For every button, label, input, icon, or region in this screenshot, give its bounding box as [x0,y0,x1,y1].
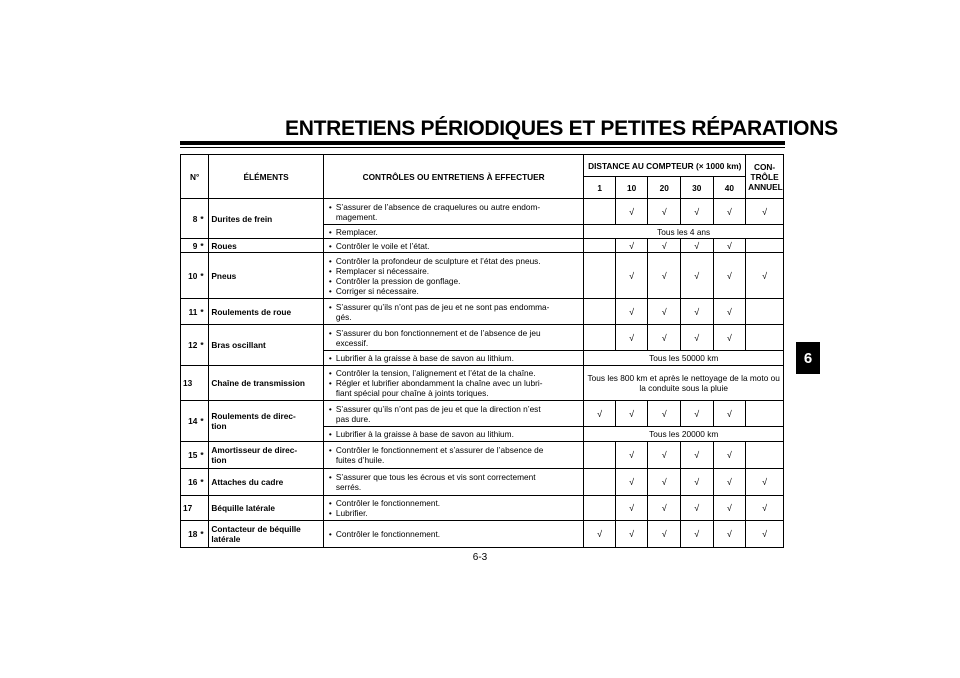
table-row: 10 * Pneus • Contrôler la profondeur de sculpture et l’état des pneus. • Remplacer si nécessaire. • Contrôler la pression de gonflage. • Corriger si nécessaire. √ √ √ √ √ [181,253,784,299]
maintenance-table [180,154,784,548]
table-row: 8 * Durites de frein • S’assurer de l’absence de craquelures ou autre endom- magement. √ √ √ √ √ [181,199,784,225]
table-row: 12 * Bras oscillant • S’assurer du bon fonctionnement et de l’absence de jeu excessif. √ √ √ √ [181,325,784,351]
dist-col-1: 1 [584,177,616,199]
dist-col-40: 40 [713,177,746,199]
page-title: ENTRETIENS PÉRIODIQUES ET PETITES RÉPARATIONS [285,117,838,140]
page-number: 6-3 [472,552,488,563]
header-checks: CONTRÔLES OU ENTRETIENS À EFFECTUER [323,155,584,199]
table-row: 18 * Contacteur de béquille latérale • Contrôler le fonctionnement. √ √ √ √ √ √ [181,521,784,548]
table-row: 17 Béquille latérale • Contrôler le fonctionnement. • Lubrifier. √ √ √ √ √ [181,496,784,521]
header-num: N° [181,155,209,199]
header-distance: DISTANCE AU COMPTEUR (× 1000 km) [584,155,746,177]
header-row [181,155,784,177]
header-items: ÉLÉMENTS [209,155,324,199]
dist-col-30: 30 [681,177,714,199]
table-row: 15 * Amortisseur de direc- tion • Contrôler le fonctionnement et s’assurer de l’absence de fuites d’huile. √ √ √ √ [181,442,784,469]
table-row: 9 * Roues • Contrôler le voile et l’état. √ √ √ √ [181,239,784,253]
dist-col-10: 10 [615,177,648,199]
dist-col-20: 20 [648,177,681,199]
table-row: • Lubrifier à la graisse à base de savon au lithium. Tous les 20000 km [181,427,784,442]
table-row: 11 * Roulements de roue • S’assurer qu’ils n’ont pas de jeu et ne sont pas endomma- gés. √ √ √ √ [181,299,784,325]
table-row: 13 Chaîne de transmission • Contrôler la tension, l’alignement et l’état de la chaîne. • Régler et lubrifier abondamment la chaîne avec un lubri- fiant spécial pour chaîne à joints toriques. Tous les 800 km et après le nettoyage de la moto ou la conduite sous la pluie [181,366,784,401]
title-rule-thin [180,147,785,148]
table-row: • Remplacer. Tous les 4 ans [181,225,784,239]
title-rule [180,141,785,145]
table-row: 14 * Roulements de direc- tion • S’assurer qu’ils n’ont pas de jeu et que la direction n’est pas dure. √ √ √ √ √ [181,401,784,427]
header-annual: CON- TRÔLE ANNUEL [746,155,784,199]
table-row: • Lubrifier à la graisse à base de savon au lithium. Tous les 50000 km [181,351,784,366]
table-row: 16 * Attaches du cadre • S’assurer que tous les écrous et vis sont correctement serrés. √ √ √ √ √ [181,469,784,496]
chapter-tab: 6 [796,342,820,374]
